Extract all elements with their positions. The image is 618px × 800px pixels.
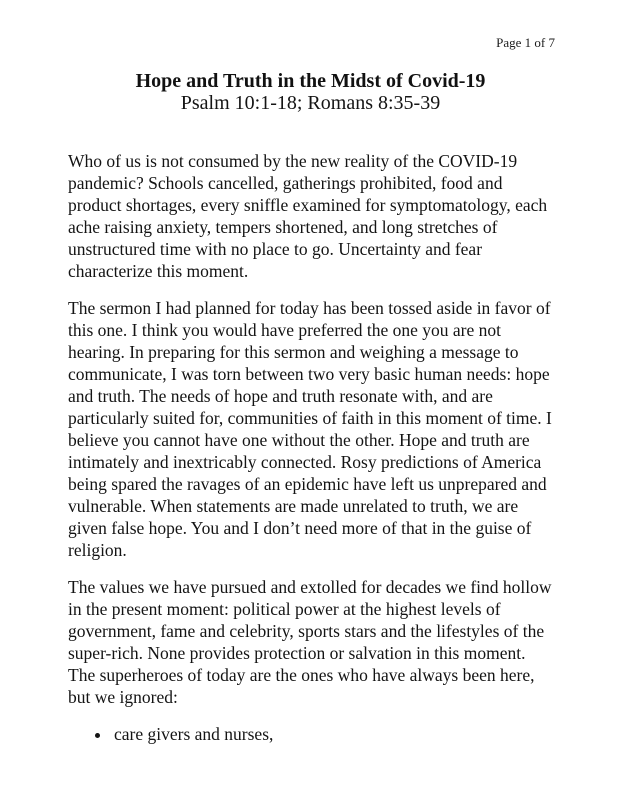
paragraph: The sermon I had planned for today has been tossed aside in favor of this one. I think you would have preferred the one you are not hearing. In preparing for this sermon and weighing a message to communicate, I was torn between two very basic human needs: hope and truth. The needs of hope and truth resonate with, and are particularly suited for, communities of faith in this moment of time. I believe you cannot have one without the other. Hope and truth are intimately and inextricably connected. Rosy predictions of America being spared the ravages of an epidemic have left us unprepared and vulnerable. When statements are made unrelated to truth, we are given false hope. You and I don’t need more of that in the guise of religion. — [68, 298, 552, 560]
document-content — [68, 70, 553, 745]
document-body — [68, 150, 553, 708]
scripture-reference: Psalm 10:1-18; Romans 8:35-39 — [180, 92, 441, 114]
bullet-item: • care givers and nurses, — [112, 723, 553, 745]
superheroes-list — [68, 723, 553, 745]
document-title: Hope and Truth in the Midst of Covid-19 — [135, 70, 486, 92]
paragraph: The values we have pursued and extolled for decades we find hollow in the present moment: political power at the highest levels of government, fame and celebrity, sports stars and the lifestyles of the super-rich. None provides protection or salvation in this moment. The superheroes of today are the ones who have always been here, but we ignored: — [68, 577, 552, 707]
paragraph: Who of us is not consumed by the new reality of the COVID-19 pandemic? Schools cancelled, gatherings prohibited, food and product shortages, every sniffle examined for symptomatology, each ache raising anxiety, tempers shortened, and long stretches of unstructured time with no place to go. Uncertainty and fear characterize this moment. — [68, 151, 548, 281]
page-number: Page 1 of 7 — [496, 35, 555, 50]
